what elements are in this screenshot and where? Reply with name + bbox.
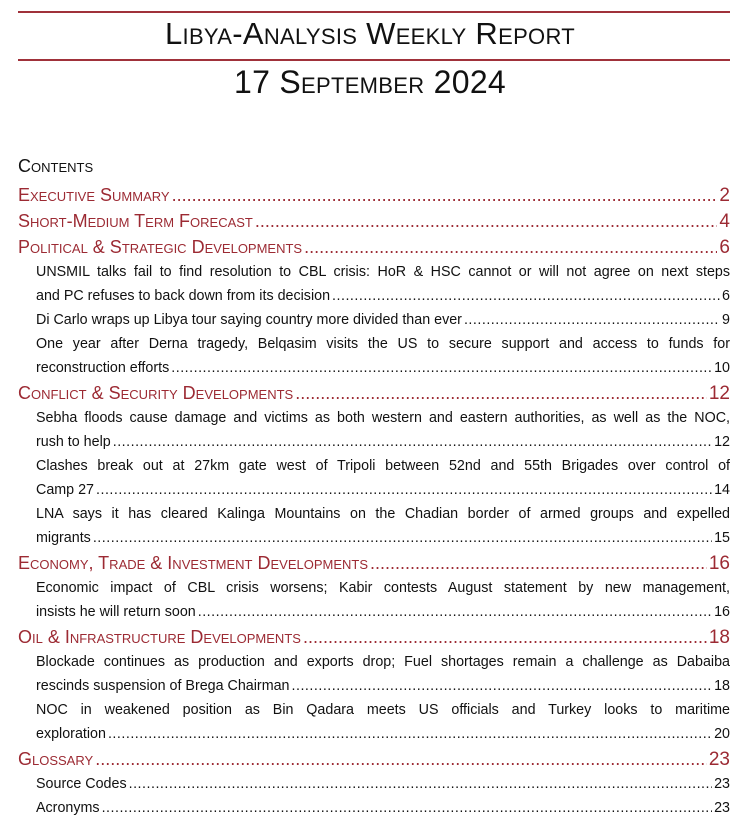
toc-section-page: 12 [708, 383, 730, 404]
toc-leader-dots [93, 526, 712, 550]
toc-section-entry[interactable] [18, 550, 730, 576]
toc-leader-dots [95, 746, 707, 772]
toc-subentry-title-line2: rescinds suspension of Brega Chairman [36, 678, 290, 694]
toc-subentry-title-line2: and PC refuses to back down from its decision [36, 288, 331, 304]
toc-leader-dots [304, 234, 717, 260]
toc-subentry-title-line2: migrants [36, 530, 91, 546]
report-title: Libya-Analysis Weekly Report [165, 16, 575, 51]
toc-subentry-title: Di Carlo wraps up Libya tour saying country more divided than ever [36, 312, 462, 328]
table-of-contents [18, 182, 730, 820]
toc-section-title: Executive Summary [18, 185, 170, 205]
toc-subentry[interactable] [36, 332, 730, 380]
toc-leader-dots [108, 722, 712, 746]
toc-subentry-title-line2: reconstruction efforts [36, 360, 170, 376]
toc-subentry[interactable] [36, 772, 730, 796]
toc-leader-dots [255, 208, 718, 234]
contents-heading: Contents [18, 156, 94, 176]
toc-subentry-page: 20 [714, 726, 730, 742]
toc-subentry-page: 16 [714, 604, 730, 620]
toc-subentry-page: 14 [714, 482, 730, 498]
toc-subentry-page: 10 [714, 360, 730, 376]
toc-leader-dots [172, 182, 718, 208]
toc-subentry[interactable] [36, 576, 730, 624]
toc-leader-dots [198, 600, 712, 624]
toc-section-page: 18 [708, 627, 730, 648]
toc-subentry[interactable] [36, 698, 730, 746]
toc-subentry-title: Acronyms [36, 800, 100, 816]
toc-subentry-title-line2: rush to help [36, 434, 111, 450]
top-rule [18, 11, 730, 13]
toc-section-title: Economy, Trade & Investment Developments [18, 553, 369, 573]
title-rule [18, 59, 730, 61]
toc-subentry-page: 12 [714, 434, 730, 450]
toc-subentry-page: 23 [714, 776, 730, 792]
toc-section-entry[interactable] [18, 624, 730, 650]
toc-subentry-page: 18 [714, 678, 730, 694]
toc-section-entry[interactable] [18, 182, 730, 208]
toc-leader-dots [113, 430, 712, 454]
toc-leader-dots [370, 550, 707, 576]
toc-subentry[interactable] [36, 406, 730, 454]
toc-section-title: Short-Medium Term Forecast [18, 211, 253, 231]
toc-section-entry[interactable] [18, 208, 730, 234]
toc-section-entry[interactable] [18, 380, 730, 406]
toc-subentry-page: 9 [722, 312, 730, 328]
toc-subentry-title-line2: insists he will return soon [36, 604, 196, 620]
report-date: 17 September 2024 [233, 64, 507, 100]
toc-subentry-title-line1: Clashes break out at 27km gate west of Tripoli between 52nd and 55th Brigades over control of [36, 458, 730, 474]
toc-subentry[interactable] [36, 260, 730, 308]
toc-subentry-page: 15 [714, 530, 730, 546]
toc-subentry[interactable] [36, 796, 730, 820]
toc-section-page: 4 [719, 211, 730, 232]
toc-leader-dots [129, 772, 712, 796]
toc-subentry-title-line2: exploration [36, 726, 106, 742]
toc-subentry-title: Source Codes [36, 776, 127, 792]
toc-subentry-page: 6 [722, 288, 730, 304]
toc-subentry-page: 23 [714, 800, 730, 816]
toc-section-page: 6 [719, 237, 730, 258]
toc-leader-dots [171, 356, 712, 380]
toc-subentry-title-line1: UNSMIL talks fail to find resolution to CBL crisis: HoR & HSC cannot or will not agree on next steps [36, 264, 730, 280]
toc-leader-dots [303, 624, 707, 650]
toc-section-title: Glossary [18, 749, 94, 769]
toc-section-page: 23 [708, 749, 730, 770]
toc-subentry-title-line1: LNA says it has cleared Kalinga Mountains on the Chadian border of armed groups and expelled [36, 506, 730, 522]
toc-leader-dots [464, 308, 720, 332]
toc-section-title: Oil & Infrastructure Developments [18, 627, 301, 647]
toc-subentry-title-line1: Economic impact of CBL crisis worsens; Kabir contests August statement by new management, [36, 580, 730, 596]
toc-leader-dots [292, 674, 713, 698]
toc-section-title: Political & Strategic Developments [18, 237, 303, 257]
toc-section-entry[interactable] [18, 234, 730, 260]
toc-section-page: 2 [719, 185, 730, 206]
toc-subentry-title-line1: Sebha floods cause damage and victims as both western and eastern authorities, as well as the NOC, [36, 410, 730, 426]
toc-subentry-title-line1: Blockade continues as production and exports drop; Fuel shortages remain a challenge as Dabaiba [36, 654, 730, 670]
toc-subentry[interactable] [36, 650, 730, 698]
toc-subentry-title-line1: One year after Derna tragedy, Belqasim visits the US to secure support and access to funds for [36, 336, 730, 352]
toc-section-title: Conflict & Security Developments [18, 383, 294, 403]
toc-subentry-title-line2: Camp 27 [36, 482, 95, 498]
toc-subentry[interactable] [36, 454, 730, 502]
toc-subentry[interactable] [36, 308, 730, 332]
toc-subentry[interactable] [36, 502, 730, 550]
toc-leader-dots [102, 796, 713, 820]
toc-leader-dots [96, 478, 712, 502]
toc-leader-dots [295, 380, 707, 406]
toc-leader-dots [332, 284, 720, 308]
toc-section-page: 16 [708, 553, 730, 574]
toc-section-entry[interactable] [18, 746, 730, 772]
toc-subentry-title-line1: NOC in weakened position as Bin Qadara meets US officials and Turkey looks to maritime [36, 702, 730, 718]
